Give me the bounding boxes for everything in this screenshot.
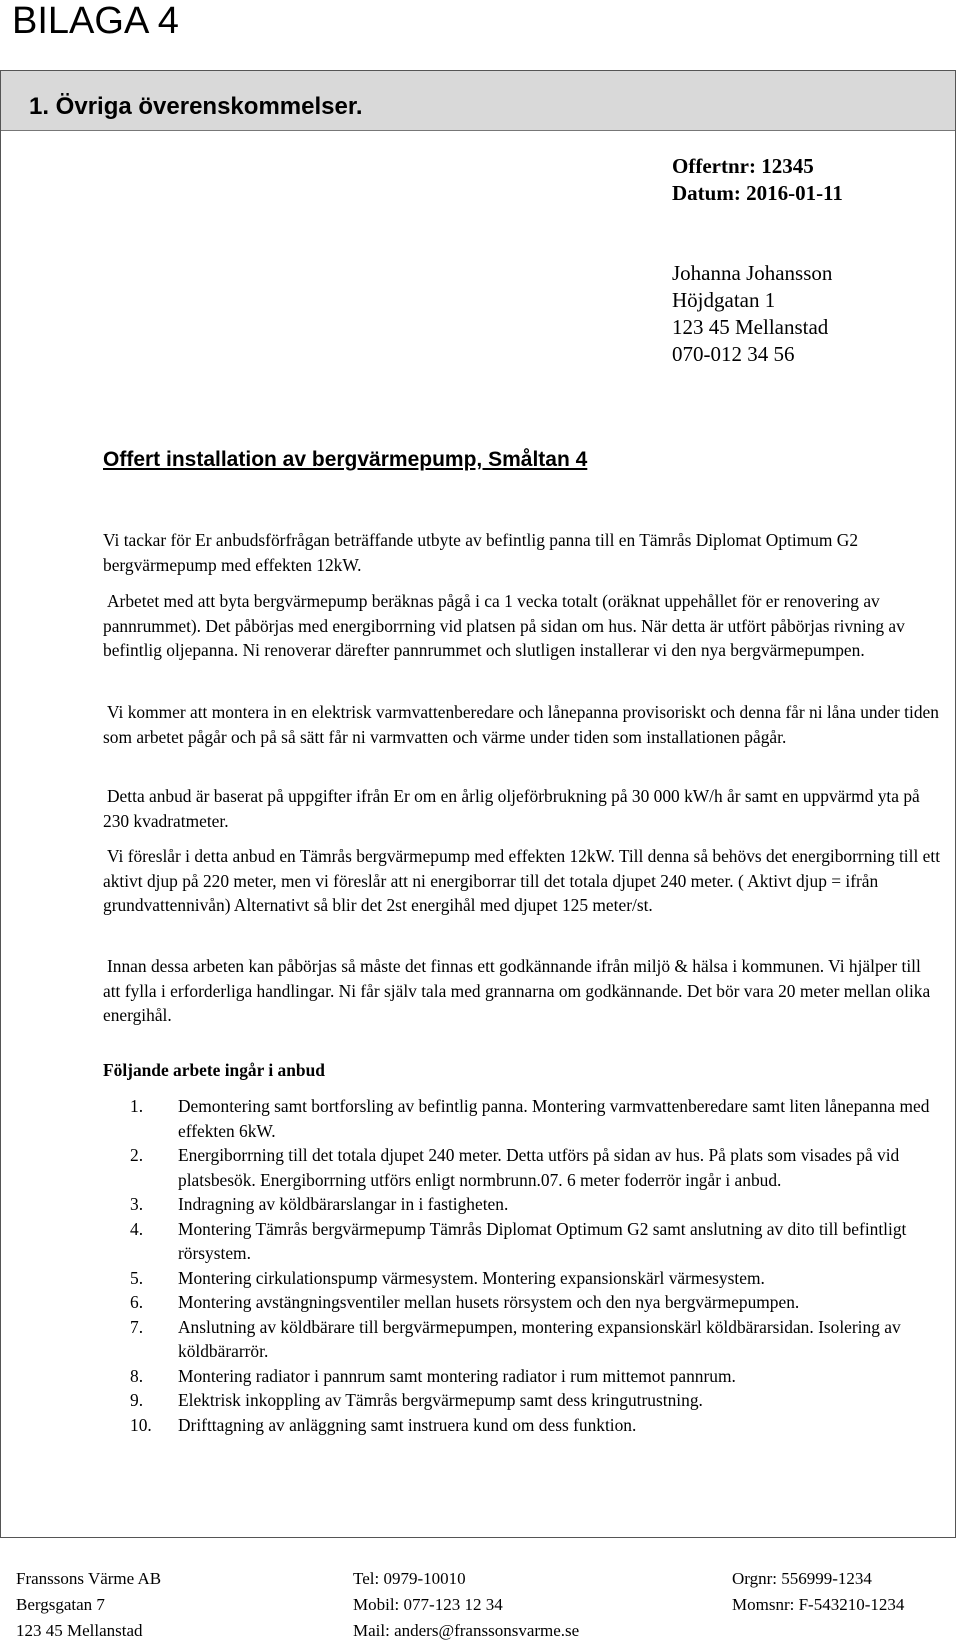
document-title: BILAGA 4 [12, 0, 179, 42]
list-item: 9. Elektrisk inkoppling av Tämrås bergvärmepump samt dess kringutrustning. [130, 1390, 703, 1410]
list-item: 5. Montering cirkulationspump värmesystem. Montering expansionskärl värmesystem. [130, 1267, 765, 1288]
work-list-heading: Följande arbete ingår i anbud [103, 1060, 325, 1080]
recipient-phone: 070-012 34 56 [672, 342, 795, 366]
list-item: 6. Montering avstängningsventiler mellan husets rörsystem och den nya bergvärmepumpen. [130, 1292, 800, 1312]
footer-mail: Mail: anders@franssonsvarme.se [353, 1621, 580, 1640]
offer-date: Datum: 2016-01-11 [672, 181, 843, 205]
section-heading: 1. Övriga överenskommelser. [29, 93, 363, 120]
footer-tel: Tel: 0979-10010 [353, 1569, 466, 1588]
paragraph-consumption-basis: Detta anbud är baserat på uppgifter ifrån Er om en årlig oljeförbrukning på 30 000 kW/h år samt en uppvärmd yta på 230 kvadratmeter. [103, 786, 920, 831]
footer-city: 123 45 Mellanstad [16, 1621, 143, 1640]
recipient-street: Höjdgatan 1 [672, 288, 776, 312]
recipient-name: Johanna Johansson [672, 261, 833, 285]
paragraph-proposal: Vi föreslår i detta anbud en Tämrås bergvärmepump med effekten 12kW. Till denna så behövs det energiborrning till ett aktivt djup på 220 meter, men vi föreslår att ni energiborrar till det totala djupet 240 meter. ( Aktivt djup = ifrån grundvattennivån) Alternativt så blir det 2st energihål med djupet 125 meter/st. [103, 846, 941, 915]
paragraph-temporary-heating: Vi kommer att montera in en elektrisk varmvattenberedare och lånepanna provisoriskt och denna får ni låna under tiden som arbetet pågår och på så sätt får ni varmvatten och värme under tiden som installationen pågår. [103, 702, 939, 747]
list-item: 10. Drifttagning av anläggning samt instruera kund om dess funktion. [130, 1414, 637, 1435]
footer-momsnr: Momsnr: F-543210-1234 [732, 1595, 905, 1614]
footer-street: Bergsgatan 7 [16, 1595, 105, 1614]
footer-mobile: Mobil: 077-123 12 34 [353, 1595, 503, 1614]
recipient-city: 123 45 Mellanstad [672, 315, 829, 339]
offer-number: Offertnr: 12345 [672, 154, 814, 178]
list-item: 4. Montering Tämrås bergvärmepump Tämrås Diplomat Optimum G2 samt anslutning av dito till befintligt rörsystem. [130, 1218, 907, 1263]
footer-company: Franssons Värme AB [16, 1569, 162, 1588]
list-item: 2. Energiborrning till det totala djupet 240 meter. Detta utförs på sidan av hus. På plats som visades på vid platsbesök. Energiborrning utförs enligt normbrunn.07. 6 meter foderrör ingår i anbud. [130, 1145, 900, 1190]
paragraph-work-duration: Arbetet med att byta bergvärmepump beräknas pågå i ca 1 vecka totalt (oräknat uppehållet för er renovering av pannrummet). Det påbörjas med energiborrning vid platsen på sidan om hus. När detta är utfört påbörjas rivning av befintlig oljepanna. Ni renoverar därefter pannrummet och slutligen installerar vi den nya bergvärmepumpen. [103, 591, 905, 660]
footer-orgnr: Orgnr: 556999-1234 [732, 1569, 872, 1588]
list-item: 3. Indragning av köldbärarslangar in i fastigheten. [130, 1194, 509, 1214]
list-item: 7. Anslutning av köldbärare till bergvärmepumpen, montering expansionskärl köldbärarsidan. Isolering av köldbärarrör. [130, 1316, 901, 1361]
paragraph-permit: Innan dessa arbeten kan påbörjas så måste det finnas ett godkännande ifrån miljö & hälsa i kommunen. Vi hjälper till att fylla i erforderliga handlingar. Ni får själv tala med grannarna om godkännande. Det bör vara 20 meter mellan olika energihål. [103, 956, 931, 1025]
list-item: 1. Demontering samt bortforsling av befintlig panna. Montering varmvattenberedare samt liten lånepanna med effekten 6kW. [130, 1096, 930, 1141]
offer-title: Offert installation av bergvärmepump, Småltan 4 [103, 448, 588, 471]
list-item: 8. Montering radiator i pannrum samt montering radiator i rum mittemot pannrum. [130, 1365, 736, 1386]
paragraph-intro: Vi tackar för Er anbudsförfrågan beträffande utbyte av befintlig panna till en Tämrås Diplomat Optimum G2 bergvärmepump med effekten 12kW. [103, 530, 859, 575]
section-header [1, 71, 955, 131]
work-list [130, 1094, 940, 1437]
